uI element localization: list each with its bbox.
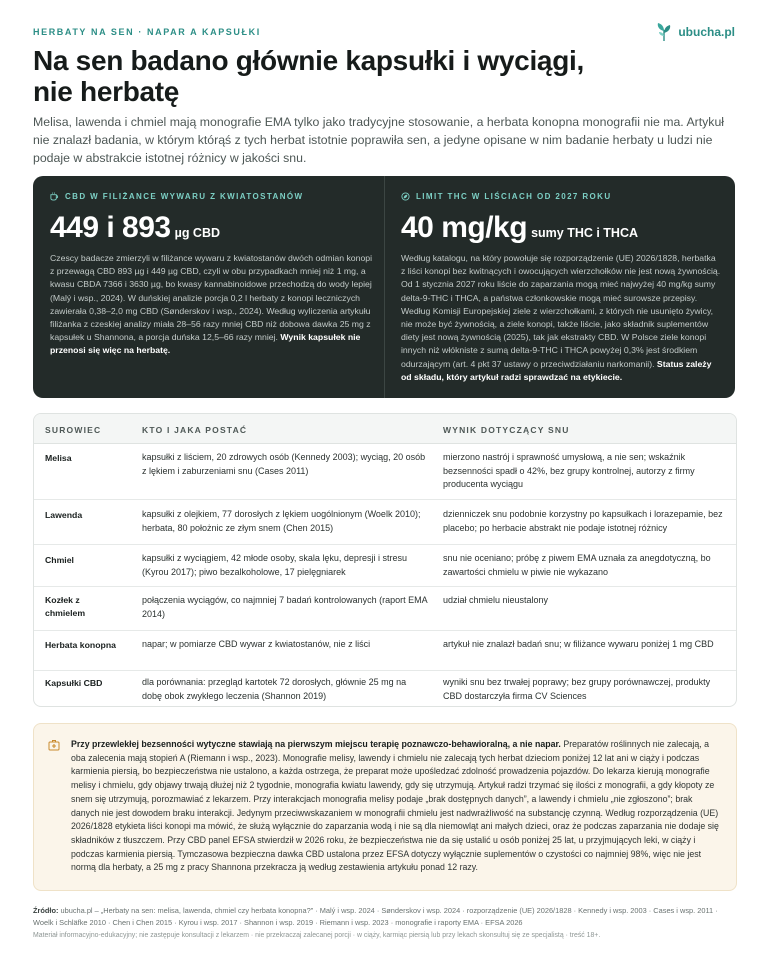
stat-unit: sumy THC i THCA bbox=[531, 226, 639, 240]
comparison-table bbox=[33, 413, 737, 707]
table-row bbox=[34, 587, 736, 631]
column-header-who-form: KTO I JAKA POSTAĆ bbox=[142, 425, 248, 435]
stat-label bbox=[401, 192, 721, 201]
row-who: dla porównania: przegląd kartotek 72 dorosłych, głównie 25 mg na dobę obok zwykłego leczenia (Shannon 2019) bbox=[142, 677, 407, 701]
note-text bbox=[71, 738, 723, 875]
table-row bbox=[34, 500, 736, 545]
disclaimer: Materiał informacyjno-edukacyjny; nie zastępuje konsultacji z lekarzem · nie przekraczaj zalecanej porcji · w ciąży, karmiąc piersią lub przy lekach skonsultuj się ze specjalistą · treść 18+. bbox=[33, 932, 601, 939]
row-name: Herbata konopna bbox=[45, 640, 116, 650]
stat-cbd-in-cup bbox=[50, 192, 375, 358]
stat-label bbox=[50, 192, 375, 201]
brand-logo[interactable] bbox=[655, 22, 735, 42]
table-row bbox=[34, 631, 736, 671]
row-name: Kapsułki CBD bbox=[45, 678, 103, 688]
page-title: Na sen badano głównie kapsułki i wyciągi, nie herbatę bbox=[33, 45, 584, 107]
note-body: Preparatów roślinnych nie zalecają, a oba zalecenia mają stopień A (Riemann i wsp., 2023). Monografie melisy, lawendy i chmielu nie zalecają tych herbat dzieciom poniżej 12 lat ani w ciąży i podczas karmienia piersią, bo bezpieczeństwa nie ustalono, a każda ostrzega, że preparat może upośledzać zdolność prowadzenia pojazdów. Do lekarza kierują monografie melisy i chmielu, gdy objawy trwają dłużej niż 2 tygodnie, monografia kwiatu lawendy, gdy się utrzymują. Artykuł radzi trzymać się ilości z monografii, a gdy kłopoty ze snem się utrzymują, porozmawiać z lekarzem. Przy interakcjach monografia melisy podaje „brak dostępnych danych”, a lawendy i chmielu „nie zgłoszono”; brak danych nie jest dowodem braku interakcji. Jedynym przeciwwskazaniem w monografii chmielu jest nadwrażliwość na substancję czynną. Według rozporządzenia (UE) 2026/1828 etykieta liści konopi ma mówić, że służą wyłącznie do zaparzania wodą i nie są dla niemowląt ani małych dzieci, oraz że podczas zaparzania nie dodaje się składników z tłuszczem. Przy CBD panel EFSA stwierdził w 2026 roku, że bezpieczeństwa nie da się ustalić u osób poniżej 25 lat, u przyjmujących leki, w ciąży i podczas karmienia piersią. Tymczasowa bezpieczna dawka CBD ustalona przez EFSA dotyczy wyłącznie suplementów o czystości co najmniej 98%, więc nie jest normą dla herbaty, a 25 mg z pracy Shannona przekracza ją według zestawienia artykułu ponad 12 razy. bbox=[71, 739, 719, 873]
table-header bbox=[34, 414, 736, 444]
stat-text: Według katalogu, na który powołuje się rozporządzenie (UE) 2026/1828, herbatka z liści konopi bez kwitnących i owocujących wierzchołków nie jest nową żywnością. Od 1 stycznia 2027 roku liście do zaparzania mogą mieć najwyżej 40 mg/kg sumy delta-9-THC i THCA, a państwa członkowskie mogą mieć surowsze przepisy. Według Komisji Europejskiej ziele z wierzchołkami, z których nie usunięto żywicy, nie może być żywnością, a ziele konopi, także liście, jako składnik suplementów diety jest nową żywnością (2025), tak jak ekstrakty CBD. W Polsce ziele konopi innych niż włókniste z sumą delta-9-THC i THCA powyżej 0,3% jest środkiem odurzającym (art. 4 pkt 37 ustawy o przeciwdziałaniu narkomanii). bbox=[401, 253, 721, 369]
first-aid-icon bbox=[48, 739, 60, 751]
stat-unit: µg CBD bbox=[174, 226, 221, 240]
panel-divider bbox=[384, 176, 385, 398]
column-header-raw-material: SUROWIEC bbox=[45, 425, 102, 435]
row-result: artykuł nie znalazł badań snu; w filiżance wywaru poniżej 1 mg CBD bbox=[443, 639, 714, 649]
sources-label: Źródło: bbox=[33, 906, 59, 915]
row-result: snu nie oceniano; próbę z piwem EMA uznała za anegdotyczną, bo zawartości chmielu w piwie nie wykazano bbox=[443, 553, 711, 577]
row-result: dzienniczek snu podobnie korzystny po kapsułkach i lorazepamie, bez placebo; po herbacie abstrakt nie podaje istotnej różnicy bbox=[443, 509, 723, 533]
table-row bbox=[34, 444, 736, 500]
leaf-logo-icon bbox=[655, 22, 673, 42]
stat-thc-limit bbox=[401, 192, 721, 384]
brand-name: ubucha.pl bbox=[678, 25, 735, 39]
stat-label-text: CBD W FILIŻANCE WYWARU Z KWIATOSTANÓW bbox=[65, 192, 304, 201]
stat-number: 40 mg/kg bbox=[401, 211, 528, 244]
row-who: napar; w pomiarze CBD wywar z kwiatostanów, nie z liści bbox=[142, 639, 371, 649]
row-who: kapsułki z liściem, 20 zdrowych osób (Kennedy 2003); wyciąg, 20 osób z lękiem i zaburzeniami snu (Cases 2011) bbox=[142, 452, 426, 476]
stat-description bbox=[401, 252, 721, 384]
row-who: kapsułki z wyciągiem, 42 młode osoby, skala lęku, depresji i stresu (Kyrou 2017); piwo bezalkoholowe, 17 pielęgniarek bbox=[142, 553, 407, 577]
row-result: mierzono nastrój i sprawność umysłową, a nie sen; wskaźnik bezsenności spadł o 42%, bez grupy kontrolnej, autorzy z firmy producenta wyciągu bbox=[443, 452, 695, 489]
stat-value bbox=[50, 211, 375, 245]
row-who: kapsułki z olejkiem, 77 dorosłych z lękiem uogólnionym (Woelk 2010); herbata, 80 położnic ze złym snem (Chen 2015) bbox=[142, 509, 421, 533]
stat-text: Czescy badacze zmierzyli w filiżance wywaru z kwiatostanów dwóch odmian konopi z przewagą CBD 893 µg i 449 µg CBD, czyli w obu przypadkach mniej niż 1 mg, a kwasu CBDA 7366 i 3630 µg, bo kwasy kannabinoidowe przechodzą do wody lepiej (Malý i wsp., 2024). W duńskiej analizie porcja 0,2 l herbaty z konopi leczniczych zawierała 0,38–2,0 mg CBD (Sønderskov i wsp., 2024). Według wyliczenia artykułu filiżanka z czeskiej analizy miała 28–56 razy mniej CBD niż dobowa dawka 25 mg z kapsułek u Shannona, a porcja duńska 12,5–66 razy mniej. bbox=[50, 253, 373, 343]
row-result: udział chmielu nieustalony bbox=[443, 595, 549, 605]
row-result: wyniki snu bez trwałej poprawy; bez grupy porównawczej, produkty CBD dostarczyła firma CV Sciences bbox=[443, 677, 711, 701]
column-header-sleep-result: WYNIK DOTYCZĄCY SNU bbox=[443, 425, 570, 435]
stat-number: 449 i 893 bbox=[50, 211, 171, 244]
leaf-icon bbox=[401, 192, 410, 201]
stat-text-bold: Wynik kapsułek nie przenosi się więc na herbatę. bbox=[50, 332, 361, 356]
note-bold: Przy przewlekłej bezsenności wytyczne stawiają na pierwszym miejscu terapię poznawczo-behawioralną, a nie napar. bbox=[71, 739, 561, 749]
stat-text-bold: Status zależy od składu, który artykuł radzi sprawdzać na etykiecie. bbox=[401, 358, 712, 382]
stats-panel bbox=[33, 176, 735, 398]
table-row bbox=[34, 545, 736, 587]
row-name: Chmiel bbox=[45, 555, 74, 565]
stat-value bbox=[401, 211, 721, 245]
safety-note bbox=[33, 723, 737, 891]
sources-text: ubucha.pl – „Herbaty na sen: melisa, lawenda, chmiel czy herbata konopna?” · Malý i wsp. 2024 · Sønderskov i wsp. 2024 · rozporządzenie (UE) 2026/1828 · Kennedy i wsp. 2003 · Cases i wsp. 2011 · Woelk i Schläfke 2010 · Chen i Chen 2015 · Kyrou i wsp. 2017 · Shannon i wsp. 2019 · Riemann i wsp. 2023 · monografie i raporty EMA · EFSA 2026 bbox=[33, 906, 718, 927]
row-name: Kozłek z chmielem bbox=[45, 595, 86, 618]
row-who: połączenia wyciągów, co najmniej 7 badań kontrolowanych (raport EMA 2014) bbox=[142, 595, 428, 619]
table-row bbox=[34, 671, 736, 706]
stat-label-text: LIMIT THC W LIŚCIACH OD 2027 ROKU bbox=[416, 192, 612, 201]
row-name: Lawenda bbox=[45, 510, 83, 520]
lead-paragraph: Melisa, lawenda i chmiel mają monografie EMA tylko jako tradycyjne stosowanie, a herbata konopna monografii nie ma. Artykuł nie znalazł badania, w którym którąś z tych herbat istotnie poprawiła sen, a jedyne opisane w nim badanie herbaty u ludzi nie podaje w abstrakcie istotnej różnicy w jakości snu. bbox=[33, 115, 725, 165]
stat-description bbox=[50, 252, 375, 358]
row-name: Melisa bbox=[45, 453, 72, 463]
kicker: HERBATY NA SEN · NAPAR A KAPSUŁKI bbox=[33, 27, 261, 37]
sources bbox=[33, 905, 735, 928]
cup-icon bbox=[50, 192, 59, 201]
